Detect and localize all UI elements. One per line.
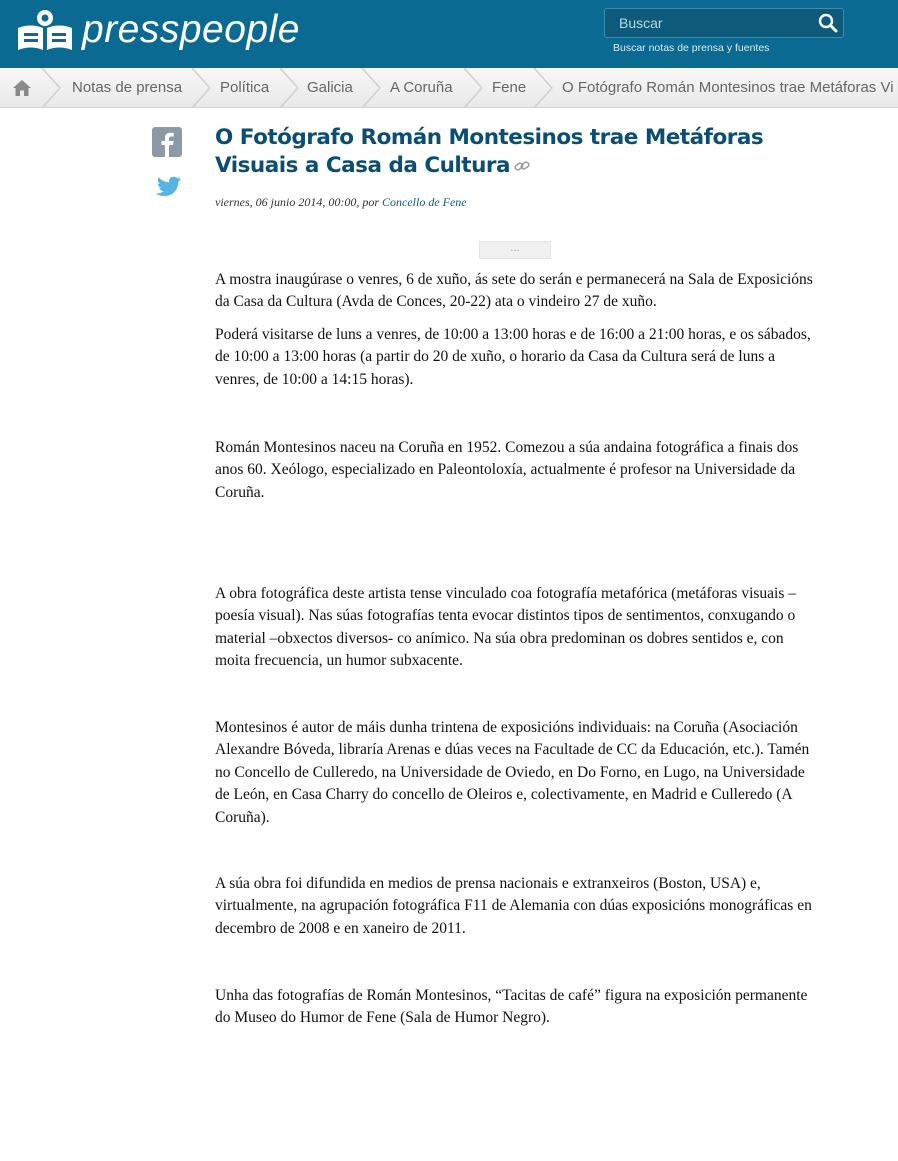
presspeople-logo-icon xyxy=(14,6,76,54)
breadcrumb-separator-icon xyxy=(190,68,212,108)
more-button[interactable]: ... xyxy=(479,241,551,259)
site-logo[interactable] xyxy=(14,6,300,54)
breadcrumb xyxy=(0,68,898,108)
breadcrumb-item[interactable]: Política xyxy=(220,79,270,96)
article-title xyxy=(215,124,805,180)
article-paragraph: Montesinos é autor de máis dunha trintena de exposicións individuais: na Coruña (Asociación Alexandre Bóveda, libraría Arenas e dúas veces na Facultade de CC da Educación, etc.). Tamén no Concello de Culleredo, na Universidade de Oviedo, en Do Forno, en Lugo, na Universidade de León, en Casa Charry do concello de Oleiros e, colectivamente, en Madrid e Culleredo (A Coruña). xyxy=(215,719,810,826)
search-box xyxy=(604,8,844,38)
search-caption: Buscar notas de prensa y fuentes xyxy=(613,42,770,54)
article-paragraph: Poderá visitarse de luns a venres, de 10:00 a 13:00 horas e de 16:00 a 21:00 horas, e os sábados, de 10:00 a 13:00 horas (a partir do 20 de xuño, o horario da Casa da Cultura será de luns a venres, de 10:00 a 14:15 horas). xyxy=(215,326,811,388)
site-header xyxy=(0,0,898,68)
facebook-icon[interactable] xyxy=(152,127,182,157)
article-paragraph: Unha das fotografías de Román Montesinos, “Tacitas de café” figura na exposición permanente do Museo do Humor de Fene (Sala de Humor Negro). xyxy=(215,987,808,1027)
breadcrumb-separator-icon xyxy=(278,68,300,108)
home-icon[interactable] xyxy=(12,79,32,97)
search-icon[interactable] xyxy=(817,12,839,34)
breadcrumb-item[interactable]: Fene xyxy=(492,79,527,96)
breadcrumb-separator-icon xyxy=(462,68,484,108)
brand-name: presspeople xyxy=(82,8,300,51)
breadcrumb-item[interactable]: Notas de prensa xyxy=(72,79,183,96)
permalink-icon[interactable] xyxy=(514,160,530,172)
article-date: viernes, 06 junio 2014, 00:00, por xyxy=(215,195,382,209)
article-paragraph: Román Montesinos naceu na Coruña en 1952. Comezou a súa andaina fotográfica a finais dos anos 60. Xeólogo, especializado en Paleontoloxía, actualmente é profesor na Universidade da Coruña. xyxy=(215,439,799,501)
breadcrumb-separator-icon xyxy=(40,68,62,108)
breadcrumb-separator-icon xyxy=(532,68,554,108)
article-title-text: O Fotógrafo Román Montesinos trae Metáforas Visuais a Casa da Cultura xyxy=(215,125,764,178)
article-paragraph: A súa obra foi difundida en medios de prensa nacionais e extranxeiros (Boston, USA) e, virtualmente, na agrupación fotográfica F11 de Alemania con dúas exposicións monográficas en decembro de 2008 e en xaneiro de 2011. xyxy=(215,875,812,937)
article-paragraph: A mostra inaugúrase o venres, 6 de xuño, ás sete do serán e permanecerá na Sala de Exposicións da Casa da Cultura (Avda de Conces, 20-22) ata o vindeiro 27 de xuño. xyxy=(215,271,813,311)
article-paragraph: A obra fotográfica deste artista tense vinculado coa fotografía metafórica (metáforas visuais – poesía visual). Nas súas fotografías tenta evocar distintos tipos de sentimentos, conxugando o material –obxectos diversos- co anímico. Na súa obra predominan os dobres sentidos e, con moita frecuencia, un humor subxacente. xyxy=(215,585,797,670)
twitter-icon[interactable] xyxy=(152,176,182,198)
article-meta xyxy=(215,195,467,210)
breadcrumb-item[interactable]: A Coruña xyxy=(390,79,453,96)
author-link[interactable]: Concello de Fene xyxy=(382,195,467,209)
breadcrumb-separator-icon xyxy=(360,68,382,108)
breadcrumb-current: O Fotógrafo Román Montesinos trae Metáforas Vi xyxy=(562,79,894,96)
search-input[interactable] xyxy=(605,9,810,37)
breadcrumb-item[interactable]: Galicia xyxy=(307,79,353,96)
